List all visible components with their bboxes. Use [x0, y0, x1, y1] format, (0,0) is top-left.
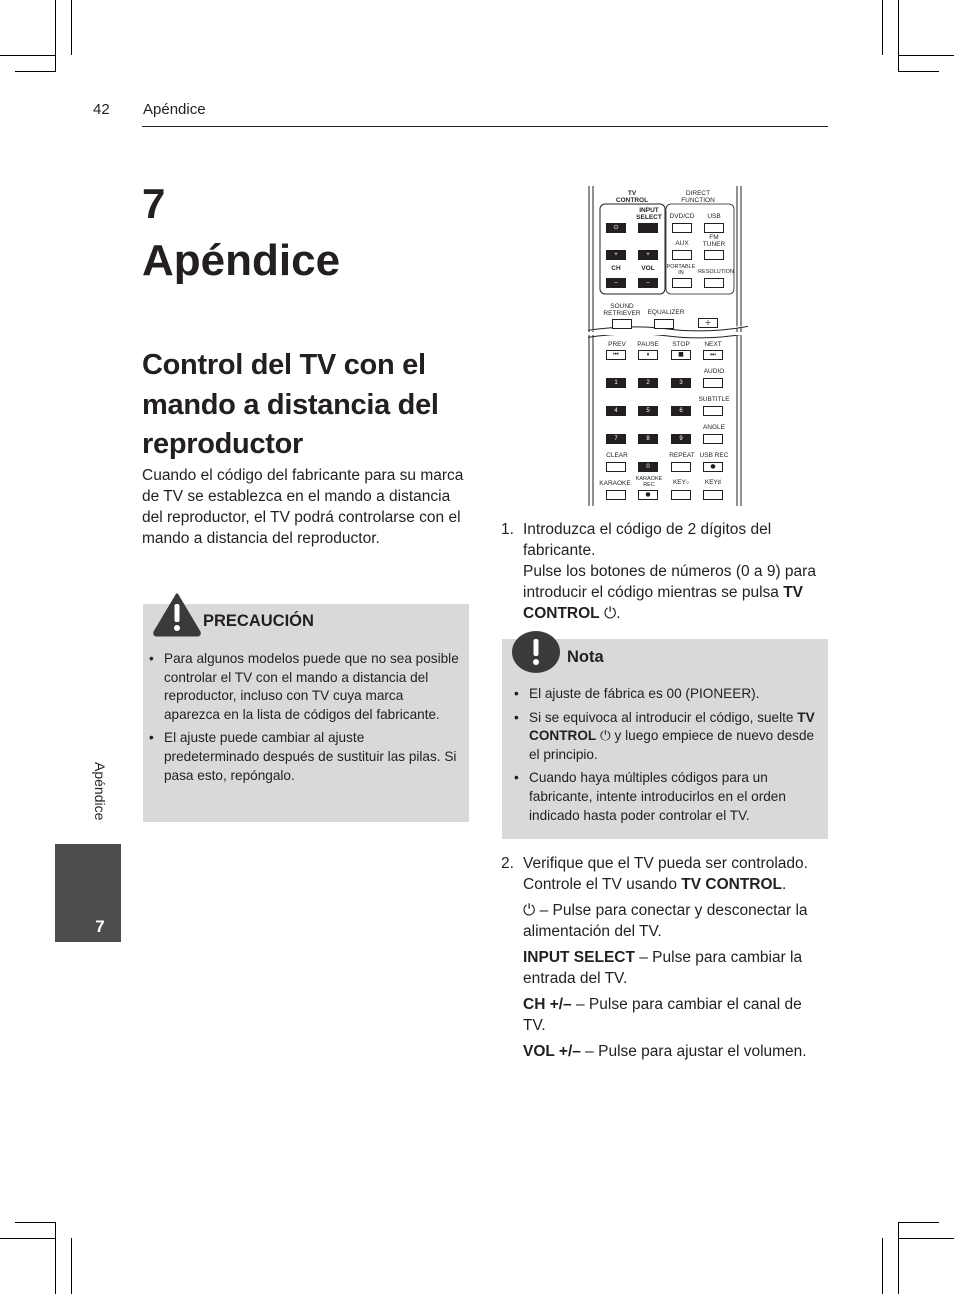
note-item: • Cuando haya múltiples códigos para un fabricante, intente introducirlos en el orden indicado hasta poder controlar el TV. [508, 769, 823, 825]
input-select-description [523, 947, 827, 989]
step-2-line1: Verifique que el TV pueda ser controlado. [523, 855, 808, 872]
exclamation-icon [511, 630, 561, 674]
audio-button[interactable] [703, 378, 723, 388]
digit-0-button[interactable]: 0 [638, 462, 658, 472]
section-title: Control del TV con el mando a distancia del reproductor [142, 349, 439, 460]
side-tab-label: Apéndice [92, 762, 108, 821]
tv-control-label: TV CONTROL [681, 876, 783, 893]
dvd-cd-button[interactable] [672, 223, 692, 233]
step-1-line1: Introduzca el código de 2 dígitos del fabricante. [523, 521, 772, 559]
vol-desc: – Pulse para ajustar el volumen. [580, 1043, 807, 1060]
label-fm-tuner: FM TUNER [702, 234, 726, 248]
chapter-number: 7 [142, 180, 166, 227]
step-1-line2 [523, 561, 823, 624]
karaoke-rec-button[interactable]: ● [638, 490, 658, 500]
label-key-flat: KEY♭ [672, 479, 690, 486]
label-dvd-cd: DVD/CD [669, 213, 695, 220]
equalizer-button[interactable] [654, 319, 674, 329]
running-head: Apéndice [143, 101, 206, 118]
label-repeat: REPEAT [669, 452, 695, 459]
ch-description [523, 994, 827, 1036]
label-audio: AUDIO [703, 368, 725, 375]
power-description [523, 900, 827, 942]
caution-item: • El ajuste puede cambiar al ajuste predeterminado después de sustituir las pilas. Si pasa esto, repóngalo. [143, 729, 461, 785]
prev-icon[interactable]: ⏮ [606, 350, 626, 360]
label-pause: PAUSE [637, 341, 659, 348]
sound-retriever-button[interactable] [612, 319, 632, 329]
digit-8-button[interactable]: 8 [638, 434, 658, 444]
fm-tuner-button[interactable] [704, 250, 724, 260]
digit-2-button[interactable]: 2 [638, 378, 658, 388]
label-input-select: INPUT SELECT [636, 207, 662, 221]
tv-power-button[interactable]: ⏻ [606, 223, 626, 233]
note-item-2-end: y luego empiece de nuevo desde el principio. [529, 728, 815, 762]
step-1-text: Pulse los botones de números (0 a 9) para introducir el código mientras se pulsa [523, 563, 816, 601]
tv-control-label: TV CONTROL [523, 584, 803, 622]
vol-plus-button[interactable]: + [638, 250, 658, 260]
note-item-2-text: Si se equivoca al introducir el código, suelte [529, 709, 798, 725]
input-select-button[interactable] [638, 223, 658, 233]
input-select-label: INPUT SELECT [523, 949, 635, 966]
power-icon: ⏻ [603, 605, 617, 622]
power-icon: ⏻ [600, 728, 611, 744]
digit-4-button[interactable]: 4 [606, 406, 626, 416]
usb-rec-button[interactable]: ● [703, 462, 723, 472]
portable-in-button[interactable] [672, 278, 692, 288]
step-2-line2 [523, 874, 827, 895]
label-vol: VOL [641, 265, 655, 272]
next-icon[interactable]: ⏭ [703, 350, 723, 360]
ch-desc: – Pulse para cambiar el canal de TV. [523, 996, 802, 1034]
equalizer-plus-button[interactable]: + [698, 318, 718, 328]
label-tv-control: TV CONTROL [615, 190, 649, 204]
step-2-text: Controle el TV usando [523, 876, 682, 893]
step-2-end: . [782, 876, 787, 893]
label-aux: AUX [675, 240, 689, 247]
power-icon: ⏻ [523, 902, 536, 919]
label-next: NEXT [704, 341, 722, 348]
label-usb: USB [707, 213, 721, 220]
step-1 [523, 519, 823, 624]
input-select-desc: – Pulse para cambiar la entrada del TV. [523, 949, 803, 987]
step-1-end: . [616, 605, 621, 622]
digit-1-button[interactable]: 1 [606, 378, 626, 388]
digit-9-button[interactable]: 9 [671, 434, 691, 444]
header-rule [142, 126, 828, 127]
label-equalizer: EQUALIZER [647, 309, 685, 316]
step-1-number: 1. [501, 521, 514, 538]
caution-title: PRECAUCIÓN [203, 612, 314, 630]
key-flat-button[interactable] [671, 490, 691, 500]
note-item: • El ajuste de fábrica es 00 (PIONEER). [508, 685, 823, 704]
digit-7-button[interactable]: 7 [606, 434, 626, 444]
digit-5-button[interactable]: 5 [638, 406, 658, 416]
vol-label: VOL +/– [523, 1043, 581, 1060]
key-sharp-button[interactable] [703, 490, 723, 500]
resolution-button[interactable] [704, 278, 724, 288]
tv-control-label: TV CONTROL [529, 709, 815, 744]
digit-6-button[interactable]: 6 [671, 406, 691, 416]
section-intro: Cuando el código del fabricante para su marca de TV se establezca en el mando a distancia del reproductor, el TV podrá controlarse con el mando a distancia del reproductor. [142, 467, 464, 547]
step-2-number: 2. [501, 855, 514, 872]
label-karaoke-rec: KARAOKE REC [635, 476, 663, 488]
label-portable-in: PORTABLE IN [666, 264, 696, 276]
usb-button[interactable] [704, 223, 724, 233]
note-item [508, 709, 823, 765]
vol-minus-button[interactable]: – [638, 278, 658, 288]
chapter-title: Apéndice [142, 236, 341, 285]
angle-button[interactable] [703, 434, 723, 444]
label-direct-function: DIRECT FUNCTION [681, 190, 715, 204]
label-sound-retriever: SOUND RETRIEVER [603, 303, 641, 317]
label-ch: CH [611, 265, 621, 272]
caution-item: • Para algunos modelos puede que no sea posible controlar el TV con el mando a distancia del reproductor, incluso con TV cuya marca aparezca en la lista de códigos del fabricante. [143, 650, 461, 724]
label-karaoke: KARAOKE [599, 480, 631, 487]
side-tab-number: 7 [95, 917, 105, 936]
stop-icon[interactable]: ■ [671, 350, 691, 360]
ch-label: CH +/– [523, 996, 572, 1013]
label-clear: CLEAR [606, 452, 628, 459]
label-prev: PREV [608, 341, 626, 348]
step-2 [523, 853, 827, 1062]
pause-icon[interactable]: ⏸ [638, 350, 658, 360]
clear-button[interactable] [606, 462, 626, 472]
aux-button[interactable] [672, 250, 692, 260]
label-angle: ANGLE [702, 424, 726, 431]
subtitle-button[interactable] [703, 406, 723, 416]
label-usb-rec: USB REC [699, 452, 729, 459]
label-resolution: RESOLUTION [698, 269, 734, 275]
repeat-button[interactable] [671, 462, 691, 472]
digit-3-button[interactable]: 3 [671, 378, 691, 388]
label-subtitle: SUBTITLE [698, 396, 730, 403]
karaoke-button[interactable] [606, 490, 626, 500]
warning-triangle-icon [152, 592, 202, 638]
ch-minus-button[interactable]: – [606, 278, 626, 288]
ch-plus-button[interactable]: + [606, 250, 626, 260]
remote-illustration [588, 186, 748, 506]
label-stop: STOP [672, 341, 690, 348]
label-key-sharp: KEY♯ [704, 479, 722, 486]
caution-list [143, 650, 461, 785]
note-list [508, 685, 823, 825]
note-title: Nota [567, 648, 604, 666]
power-desc-text: – Pulse para conectar y desconectar la alimentación del TV. [523, 902, 808, 940]
page-number: 42 [93, 101, 110, 118]
vol-description [523, 1041, 827, 1062]
